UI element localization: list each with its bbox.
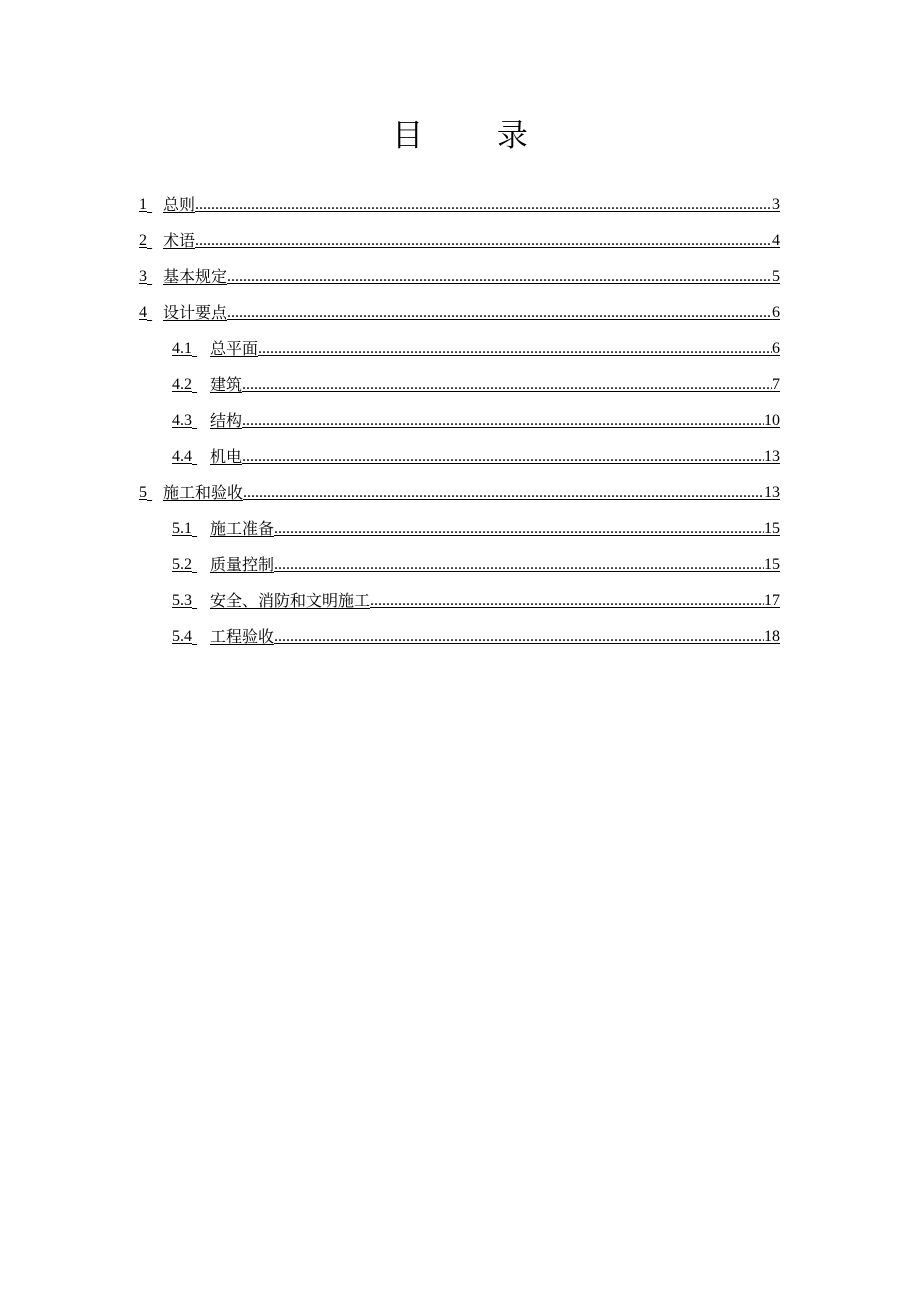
toc-leader-dots <box>258 338 772 360</box>
toc-entry-page: 13 <box>764 448 780 465</box>
toc-entry-title: 术语 <box>163 231 196 250</box>
toc-entry-page: 3 <box>772 196 780 213</box>
toc-entry-gap <box>192 446 210 468</box>
toc-entry-gap <box>192 374 210 396</box>
toc-entry-title: 施工准备 <box>210 519 275 538</box>
toc-entry-number: 4.3 <box>172 412 192 429</box>
toc-entry-number: 4.2 <box>172 376 192 393</box>
toc-entry-5-4[interactable] <box>172 622 780 648</box>
toc-entry-gap <box>192 626 210 648</box>
toc-entry-gap <box>147 266 163 288</box>
toc-leader-dots <box>195 230 772 252</box>
toc-entry-page: 6 <box>772 304 780 321</box>
toc-leader-dots <box>243 482 764 504</box>
toc-entry-gap <box>147 194 163 216</box>
toc-entry-page: 7 <box>772 376 780 393</box>
toc-entry-4-4[interactable] <box>172 442 780 468</box>
toc-entry-number: 4.1 <box>172 340 192 357</box>
toc-entry-gap <box>147 230 163 252</box>
toc-entry-number: 4 <box>139 304 147 321</box>
toc-entry-4[interactable] <box>139 298 780 324</box>
toc-entry-5[interactable] <box>139 478 780 504</box>
toc-leader-dots <box>274 554 764 576</box>
toc-entry-number: 5.3 <box>172 592 192 609</box>
toc-entry-5-3[interactable] <box>172 586 780 612</box>
toc-entry-2[interactable] <box>139 226 780 252</box>
toc-entry-page: 15 <box>764 520 780 537</box>
toc-entry-5-2[interactable] <box>172 550 780 576</box>
toc-entry-number: 2 <box>139 232 147 249</box>
toc-leader-dots <box>227 266 772 288</box>
toc-entry-1[interactable] <box>139 190 780 216</box>
toc-entry-title: 建筑 <box>210 375 243 394</box>
toc-entry-gap <box>192 554 210 576</box>
toc-entry-page: 10 <box>764 412 780 429</box>
toc-entry-gap <box>192 338 210 360</box>
toc-entry-page: 6 <box>772 340 780 357</box>
toc-leader-dots <box>274 626 764 648</box>
toc-entry-title: 总平面 <box>210 339 259 358</box>
toc-entry-gap <box>147 302 163 324</box>
toc-entry-page: 4 <box>772 232 780 249</box>
toc-entry-page: 15 <box>764 556 780 573</box>
toc-entry-4-3[interactable] <box>172 406 780 432</box>
toc-entry-page: 5 <box>772 268 780 285</box>
toc-entry-gap <box>192 410 210 432</box>
toc-entry-number: 5.2 <box>172 556 192 573</box>
toc-leader-dots <box>227 302 772 324</box>
page-title: 目 录 <box>392 118 560 154</box>
toc-entry-number: 1 <box>139 196 147 213</box>
toc-entry-title: 基本规定 <box>163 267 228 286</box>
toc-entry-title: 质量控制 <box>210 555 275 574</box>
toc-leader-dots <box>242 446 764 468</box>
toc-entry-title: 安全、消防和文明施工 <box>210 591 371 610</box>
toc-entry-number: 3 <box>139 268 147 285</box>
toc-entry-title: 结构 <box>210 411 243 430</box>
toc-leader-dots <box>370 590 764 612</box>
toc-entry-title: 工程验收 <box>210 627 275 646</box>
toc-entry-number: 5.1 <box>172 520 192 537</box>
toc-leader-dots <box>195 194 772 216</box>
toc-entry-number: 5.4 <box>172 628 192 645</box>
toc-entry-title: 施工和验收 <box>163 483 244 502</box>
toc-leader-dots <box>242 374 772 396</box>
toc-leader-dots <box>242 410 764 432</box>
toc-entry-page: 18 <box>764 628 780 645</box>
toc-entry-3[interactable] <box>139 262 780 288</box>
toc-entry-page: 13 <box>764 484 780 501</box>
toc-entry-gap <box>147 482 163 504</box>
toc-entry-title: 总则 <box>163 195 196 214</box>
toc-entry-number: 4.4 <box>172 448 192 465</box>
toc-leader-dots <box>274 518 764 540</box>
toc-entry-5-1[interactable] <box>172 514 780 540</box>
toc-entry-title: 机电 <box>210 447 243 466</box>
toc-entry-4-1[interactable] <box>172 334 780 360</box>
toc-entry-page: 17 <box>764 592 780 609</box>
toc-entry-gap <box>192 518 210 540</box>
toc-entry-gap <box>192 590 210 612</box>
toc-entry-title: 设计要点 <box>163 303 228 322</box>
toc-entry-number: 5 <box>139 484 147 501</box>
toc-entry-4-2[interactable] <box>172 370 780 396</box>
